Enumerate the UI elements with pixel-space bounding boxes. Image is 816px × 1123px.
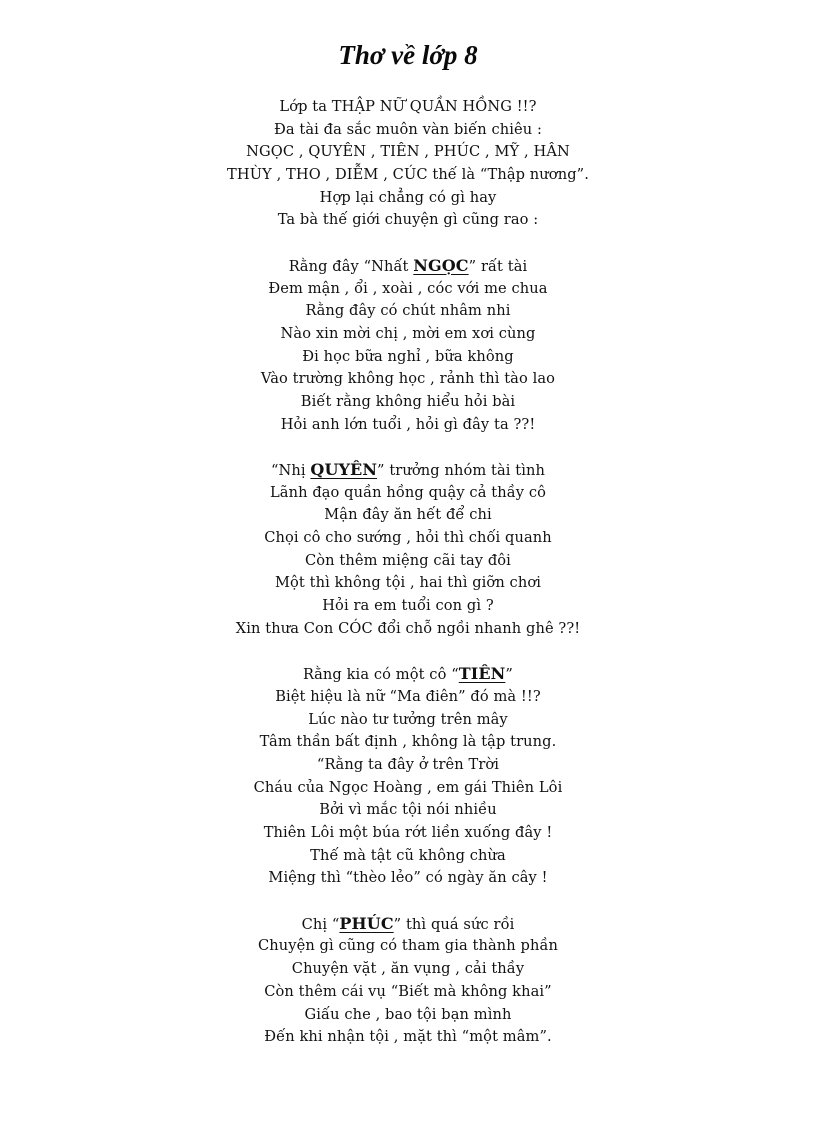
poem-line: Biết rằng không hiểu hỏi bài xyxy=(300,392,516,410)
poem-line: Cháu của Ngọc Hoàng , em gái Thiên Lôi xyxy=(253,778,563,796)
poem-line: Hỏi anh lớn tuổi , hỏi gì đây ta ??! xyxy=(280,415,536,433)
poem-line: Đến khi nhận tội , mặt thì “một mâm”. xyxy=(264,1028,552,1046)
poem-line: Vào trường không học , rảnh thì tào lao xyxy=(260,370,556,388)
poem-stanza xyxy=(0,913,816,1049)
poem-line: Còn thêm miệng cãi tay đôi xyxy=(305,551,511,569)
poem-line: Biệt hiệu là nữ “Ma điên” đó mà !!? xyxy=(275,687,541,705)
poem-line: NGỌC , QUYÊN , TIÊN , PHÚC , MỸ , HÂN xyxy=(246,143,570,161)
poem-stanza xyxy=(0,255,816,437)
poem-line: Chọi cô cho sướng , hỏi thì chối quanh xyxy=(264,529,552,547)
line-text-after-name: ” thì quá sức rồi xyxy=(393,915,515,933)
highlighted-name: TIÊN xyxy=(458,664,506,684)
poem-line: Thiên Lôi một búa rớt liền xuống đây ! xyxy=(263,824,553,841)
poem-line: Miệng thì “thèo lẻo” có ngày ăn cây ! xyxy=(268,869,548,887)
poem-body xyxy=(0,96,816,1072)
poem-line: Thế mà tật cũ không chừa xyxy=(310,846,506,864)
poem-line: Đa tài đa sắc muôn vàn biến chiêu : xyxy=(273,120,543,138)
poem-line: Ta bà thế giới chuyện gì cũng rao : xyxy=(277,211,539,229)
page-title: Thơ về lớp 8 xyxy=(338,40,478,70)
poem-line: Mận đây ăn hết để chi xyxy=(324,506,492,524)
poem-line: Nào xin mời chị , mời em xơi cùng xyxy=(280,324,536,342)
poem-line: Giấu che , bao tội bạn mình xyxy=(304,1005,512,1023)
poem-line xyxy=(0,459,816,482)
poem-line: Lúc nào tư tưởng trên mây xyxy=(308,710,508,728)
poem-line: Đem mận , ổi , xoài , cóc với me chua xyxy=(268,279,548,297)
line-text-before-name: Rằng kia có một cô “ xyxy=(303,666,459,684)
line-text-after-name: ” trưởng nhóm tài tình xyxy=(377,462,546,479)
poem-line: Lãnh đạo quần hồng quậy cả thầy cô xyxy=(269,483,546,501)
highlighted-name: NGỌC xyxy=(413,255,469,275)
line-text-after-name: ” rất tài xyxy=(468,257,528,275)
poem-line: Bởi vì mắc tội nói nhiều xyxy=(319,801,497,819)
poem-line: Đi học bữa nghỉ , bữa không xyxy=(302,347,514,365)
poem-stanza xyxy=(0,663,816,890)
highlighted-name: PHÚC xyxy=(339,913,394,933)
poem-line: Rằng đây có chút nhâm nhi xyxy=(305,302,511,320)
poem-line: Một thì không tội , hai thì giỡn chơi xyxy=(275,574,541,592)
poem-line: Còn thêm cái vụ “Biết mà không khai” xyxy=(264,982,552,1000)
poem-line: Chuyện vặt , ăn vụng , cải thầy xyxy=(291,960,525,978)
poem-line xyxy=(0,663,816,686)
poem-line: Hỏi ra em tuổi con gì ? xyxy=(322,597,494,615)
highlighted-name: QUYÊN xyxy=(310,460,378,479)
poem-line: Lớp ta THẬP NỮ QUẦN HỒNG !!? xyxy=(279,98,537,115)
poem-line: Hợp lại chẳng có gì hay xyxy=(319,188,497,206)
line-text-before-name: “Nhị xyxy=(270,462,311,479)
poem-stanza xyxy=(0,459,816,641)
poem-line: THÙY , THO , DIỄM , CÚC thế là “Thập nương”. xyxy=(227,166,589,184)
poem-line: Tâm thần bất định , không là tập trung. xyxy=(259,733,557,751)
poem-line xyxy=(0,913,816,936)
poem-line: Chuyện gì cũng có tham gia thành phần xyxy=(257,937,559,955)
poem-line: Xin thưa Con CÓC đổi chỗ ngồi nhanh ghê ??! xyxy=(235,619,581,637)
poem-line: “Rằng ta đây ở trên Trời xyxy=(316,755,500,773)
poem-stanza xyxy=(0,96,816,232)
poem-line xyxy=(0,255,816,278)
line-text-before-name: Rằng đây “Nhất xyxy=(288,257,414,275)
line-text-after-name: ” xyxy=(505,666,513,684)
line-text-before-name: Chị “ xyxy=(301,915,340,933)
